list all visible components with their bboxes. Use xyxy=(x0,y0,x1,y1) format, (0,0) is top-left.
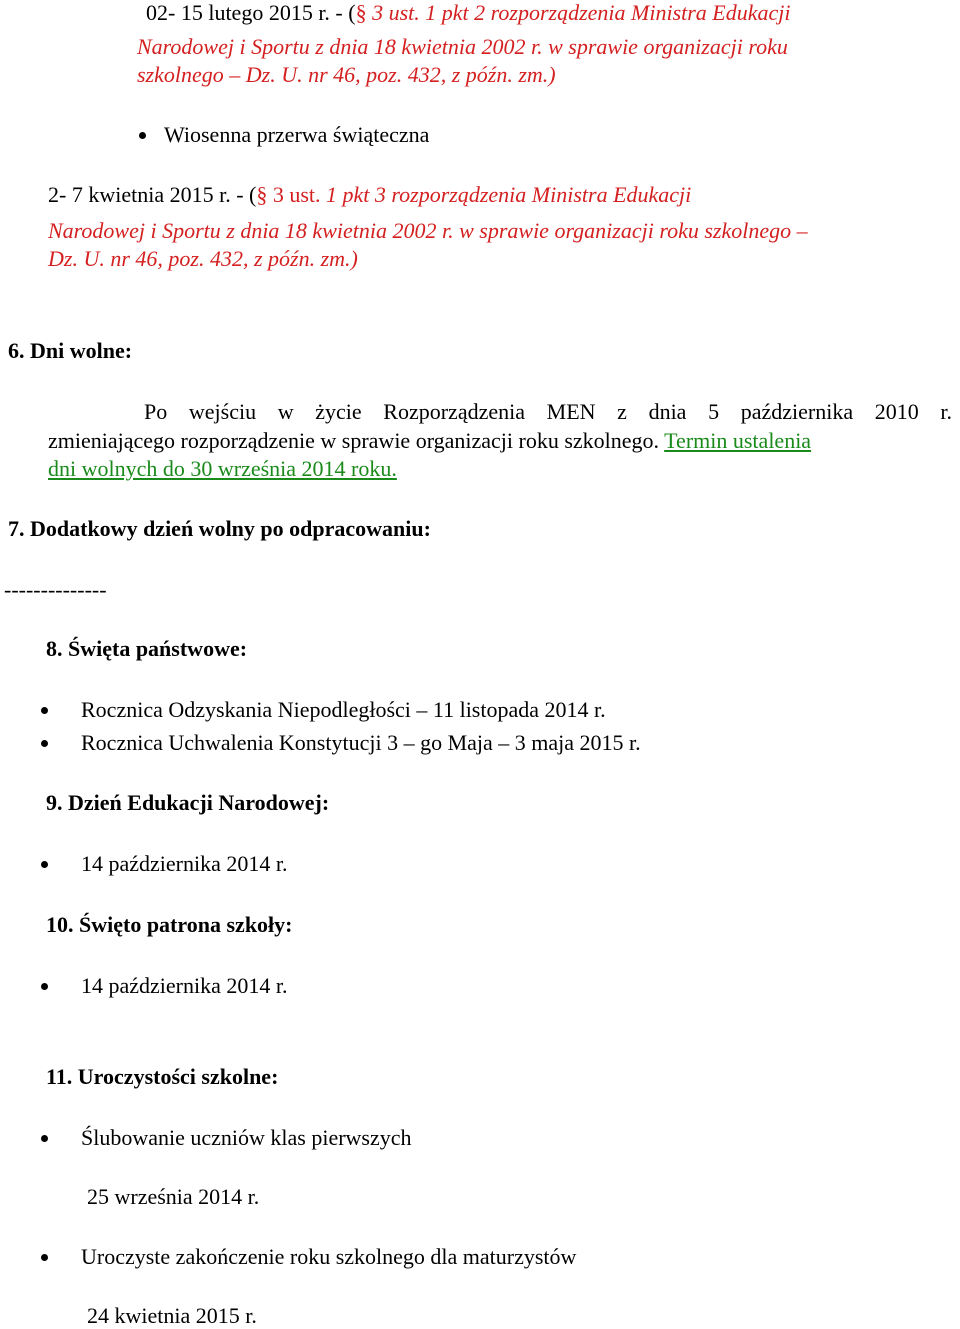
bullet-icon xyxy=(41,707,48,714)
days-off-para-line1: Po wejściu w życie Rozporządzenia MEN z dnia 5 października 2010 r. xyxy=(144,399,952,424)
section-sign: § xyxy=(355,0,367,25)
bullet-icon xyxy=(41,1254,48,1261)
list-item: Rocznica Odzyskania Niepodległości – 11 listopada 2014 r. xyxy=(81,697,606,722)
deadline-link[interactable]: Termin ustalenia xyxy=(664,428,812,453)
para-text: zmieniającego rozporządzenie w sprawie organizacji roku szkolnego. xyxy=(48,428,665,453)
bullet-icon xyxy=(41,861,48,868)
list-item: 14 października 2014 r. xyxy=(81,973,288,998)
heading-national-holidays: 8. Święta państwowe: xyxy=(46,636,248,661)
bullet-icon xyxy=(41,740,48,747)
bullet-icon xyxy=(41,1135,48,1142)
list-item-date: 25 września 2014 r. xyxy=(87,1184,260,1209)
heading-education-day: 9. Dzień Edukacji Narodowej: xyxy=(46,790,330,815)
dash-placeholder: -------------- xyxy=(4,577,107,602)
date-range: 02- 15 lutego 2015 r. - ( xyxy=(146,0,356,25)
list-item: Ślubowanie uczniów klas pierwszych xyxy=(81,1125,412,1150)
regulation-ref-line3: szkolnego – Dz. U. nr 46, poz. 432, z późn. zm.) xyxy=(137,62,556,87)
spring-regulation-line2: Narodowej i Sportu z dnia 18 kwietnia 2002 r. w sprawie organizacji roku szkolnego – xyxy=(48,218,808,243)
days-off-para-line2 xyxy=(48,428,954,454)
bullet-icon xyxy=(139,132,146,139)
heading-days-off: 6. Dni wolne: xyxy=(8,338,133,363)
bullet-icon xyxy=(41,983,48,990)
list-item: Uroczyste zakończenie roku szkolnego dla maturzystów xyxy=(81,1244,577,1269)
heading-patron-day: 10. Święto patrona szkoły: xyxy=(46,912,293,937)
heading-extra-day-off: 7. Dodatkowy dzień wolny po odpracowaniu: xyxy=(8,516,431,541)
list-item: 14 października 2014 r. xyxy=(81,851,288,876)
list-item-date: 24 kwietnia 2015 r. xyxy=(87,1303,257,1328)
regulation-ref-line2: Narodowej i Sportu z dnia 18 kwietnia 2002 r. w sprawie organizacji roku xyxy=(137,34,788,59)
spring-break-title: Wiosenna przerwa świąteczna xyxy=(164,122,430,147)
spring-break-dates xyxy=(48,182,691,208)
winter-break-dates xyxy=(146,0,791,26)
regulation-ref: 3 ust. 1 pkt 2 rozporządzenia Ministra Edukacji xyxy=(366,0,791,25)
regulation-ref-b: 1 pkt 3 rozporządzenia Ministra Edukacji xyxy=(320,182,692,207)
heading-school-ceremonies: 11. Uroczystości szkolne: xyxy=(46,1064,279,1089)
section-sign: § xyxy=(256,182,268,207)
date-range: 2- 7 kwietnia 2015 r. - ( xyxy=(48,182,257,207)
deadline-link-continued[interactable]: dni wolnych do 30 września 2014 roku. xyxy=(48,456,397,481)
spring-regulation-line3: Dz. U. nr 46, poz. 432, z późn. zm.) xyxy=(48,246,358,271)
list-item: Rocznica Uchwalenia Konstytucji 3 – go Maja – 3 maja 2015 r. xyxy=(81,730,641,755)
regulation-ref-a: 3 ust. xyxy=(267,182,321,207)
